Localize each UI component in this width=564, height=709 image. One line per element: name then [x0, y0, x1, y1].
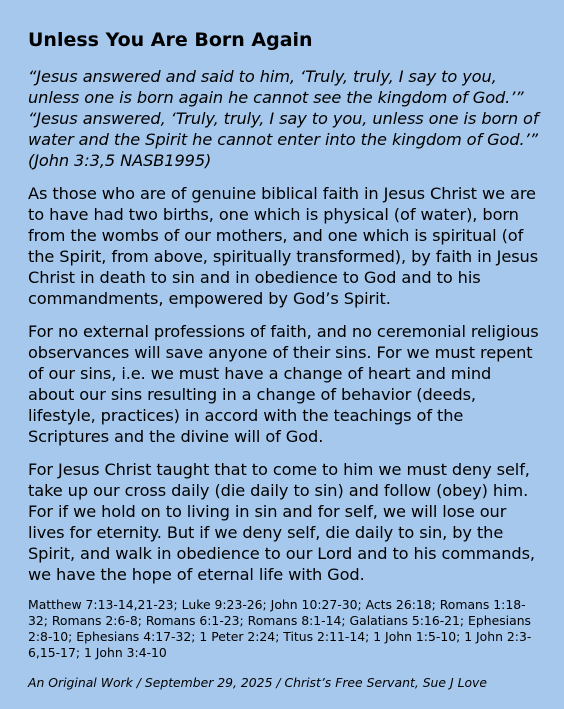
scripture-references: Matthew 7:13-14,21-23; Luke 9:23-26; John 10:27-30; Acts 26:18; Romans 1:18-32; Romans 2:6-8; Romans 6:1-23; Romans 8:1-14; Galatians 5:16-21; Ephesians 2:8-10; Ephesians 4:17-32; 1 Peter 2:24; Titus 2:11-14; 1 John 1:5-10; 1 John 2:3-6,15-17; 1 John 3:4-10	[28, 597, 532, 660]
body-paragraph-1: As those who are of genuine biblical faith in Jesus Christ we are to have had two births, one which is physical (of water), born from the wombs of our mothers, and one which is spiritual (of the Spirit, from above, spiritually transformed), by faith in Jesus Christ in death to sin and in obedience to God and to his commandments, empowered by God’s Spirit.	[28, 184, 539, 308]
body-paragraph-3: For Jesus Christ taught that to come to him we must deny self, take up our cross daily (die daily to sin) and follow (obey) him. For if we hold on to living in sin and for self, we will lose our lives for eternity. But if we deny self, die daily to sin, by the Spirit, and walk in obedience to our Lord and to his commands, we have the hope of eternal life with God.	[28, 460, 535, 584]
scripture-quote: “Jesus answered and said to him, ‘Truly, truly, I say to you, unless one is born again he cannot see the kingdom of God.’” “Jesus answered, ‘Truly, truly, I say to you, unless one is born of water and the Spirit he cannot enter into the kingdom of God.’” (John 3:3,5 NASB1995)	[28, 67, 539, 170]
author-signature: An Original Work / September 29, 2025 / Christ’s Free Servant, Sue J Love	[28, 675, 488, 690]
body-paragraph-2: For no external professions of faith, and no ceremonial religious observances will save anyone of their sins. For we must repent of our sins, i.e. we must have a change of heart and mind about our sins resulting in a change of behavior (deeds, lifestyle, practices) in accord with the teachings of the Scriptures and the divine will of God.	[28, 322, 539, 446]
page-title: Unless You Are Born Again	[28, 29, 313, 51]
